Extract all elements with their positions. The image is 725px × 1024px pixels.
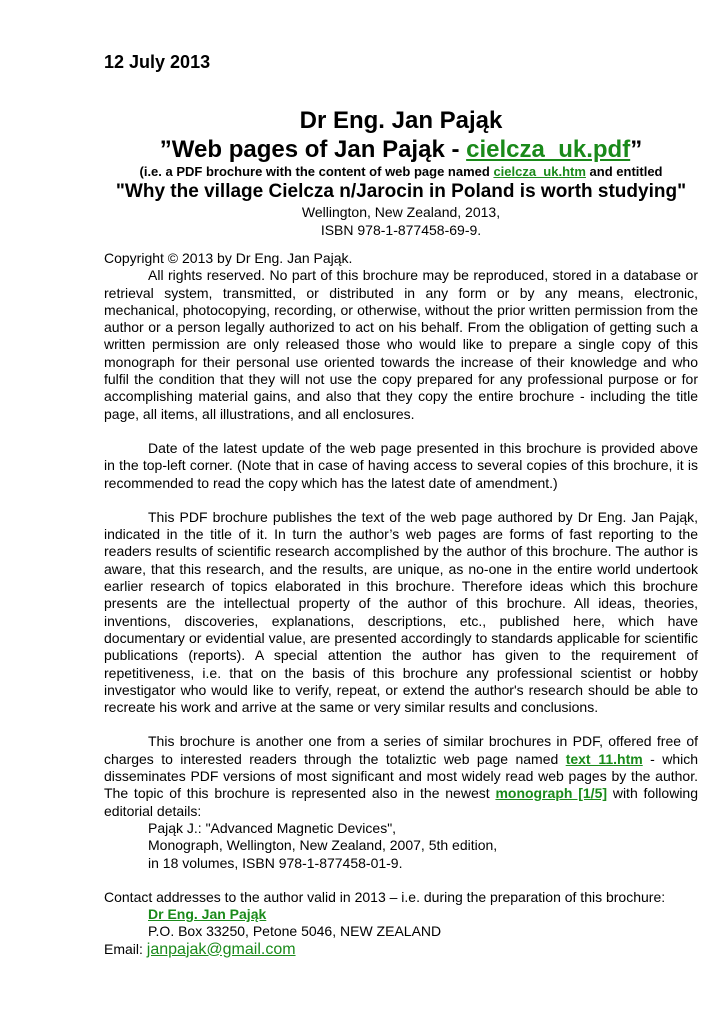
title-block — [96, 106, 706, 239]
isbn: ISBN 978-1-877458-69-9. — [320, 222, 482, 238]
monograph-line-2: Monograph, Wellington, New Zealand, 2007, 5th edition, — [148, 837, 498, 854]
contact-email — [104, 941, 698, 958]
series-text-3: with following editorial details: — [104, 785, 699, 819]
author-name: Dr Eng. Jan Pająk — [299, 107, 503, 134]
body-text — [104, 250, 698, 958]
title-note — [96, 164, 706, 180]
document-subtitle: "Why the village Cielcza n/Jarocin in Poland is worth studying" — [115, 181, 687, 202]
document-title — [96, 135, 706, 164]
update-paragraph: Date of the latest update of the web page presented in this brochure is provided above in the top-left corner. (Note that in case of having access to several copies of this brochure, it is recommended to read the copy which has the latest date of amendment.) — [104, 439, 698, 491]
author-name-link[interactable]: Dr Eng. Jan Pająk — [148, 906, 267, 923]
note-suffix: and entitled — [585, 164, 663, 179]
update-date: 12 July 2013 — [104, 52, 211, 72]
rights-paragraph: All rights reserved. No part of this brochure may be reproduced, stored in a database or retrieval system, transmitted, or distributed in any form or by any means, electronic, mechanical, photocopying, recording, or otherwise, without the prior written permission from the author or a person legally authorized to act on his behalf. From the obligation of getting such a written permission are only released those who would like to prepare a single copy of this monograph for their personal use oriented towards the increase of their knowledge and who fulfil the condition that they will not use the copy prepared for any professional purpose or for accomplishing material gains, and also that they copy the entire brochure - including the title page, all items, all illustrations, and all enclosures. — [104, 267, 698, 422]
monograph-line-3: in 18 volumes, ISBN 978-1-877458-01-9. — [148, 854, 403, 871]
contact-address: P.O. Box 33250, Petone 5046, NEW ZEALAND — [148, 923, 442, 940]
note-htm-link[interactable]: cielcza_uk.htm — [493, 164, 586, 179]
title-pdf-link[interactable]: cielcza_uk.pdf — [466, 136, 631, 163]
monograph-link[interactable]: monograph [1/5] — [495, 785, 608, 802]
publication-place: Wellington, New Zealand, 2013, — [301, 204, 501, 220]
copyright-line: Copyright © 2013 by Dr Eng. Jan Pająk. — [104, 250, 353, 266]
contact-name — [104, 906, 698, 923]
publishes-paragraph: This PDF brochure publishes the text of the web page authored by Dr Eng. Jan Pająk, indicated in the title of it. In turn the author’s web pages are forms of fast reporting to the readers results of scientific research accomplished by the author of this brochure. The author is aware, that this research, and the results, are unique, as no-one in the entire world undertook earlier research of topics elaborated in this brochure. Therefore ideas which this brochure presents are the intellectual property of the author of this brochure. All ideas, theories, inventions, discoveries, explanations, descriptions, etc., published here, which have documentary or evidential value, are presented accordingly to standards applicable for scientific publications (reports). A special attention the author has given to the requirement of repetitiveness, i.e. that on the basis of this brochure any professional scientist or hobby investigator who would like to verify, repeat, or extend the author's research should be able to recreate his work and arrive at the same or very similar results and conclusions. — [104, 508, 698, 716]
title-prefix: ”Web pages of Jan Pająk - — [159, 136, 467, 163]
note-prefix: (i.e. a PDF brochure with the content of web page named — [139, 164, 494, 179]
contact-intro: Contact addresses to the author valid in 2013 – i.e. during the preparation of this brochure: — [104, 888, 666, 905]
email-link[interactable]: janpajak@gmail.com — [146, 940, 296, 958]
text-11-link[interactable]: text_11.htm — [565, 750, 643, 767]
series-text-2: - which disseminates PDF versions of most significant and most widely read web pages by the author. The topic of this brochure is represented also in the newest — [104, 750, 699, 802]
title-suffix: ” — [630, 136, 643, 163]
series-paragraph — [104, 733, 698, 819]
email-label: Email: — [104, 940, 147, 957]
monograph-line-1: Pająk J.: "Advanced Magnetic Devices", — [148, 819, 397, 836]
series-text-1: This brochure is another one from a series of similar brochures in PDF, offered free of charges to interested readers through the totaliztic web page named — [104, 733, 698, 767]
